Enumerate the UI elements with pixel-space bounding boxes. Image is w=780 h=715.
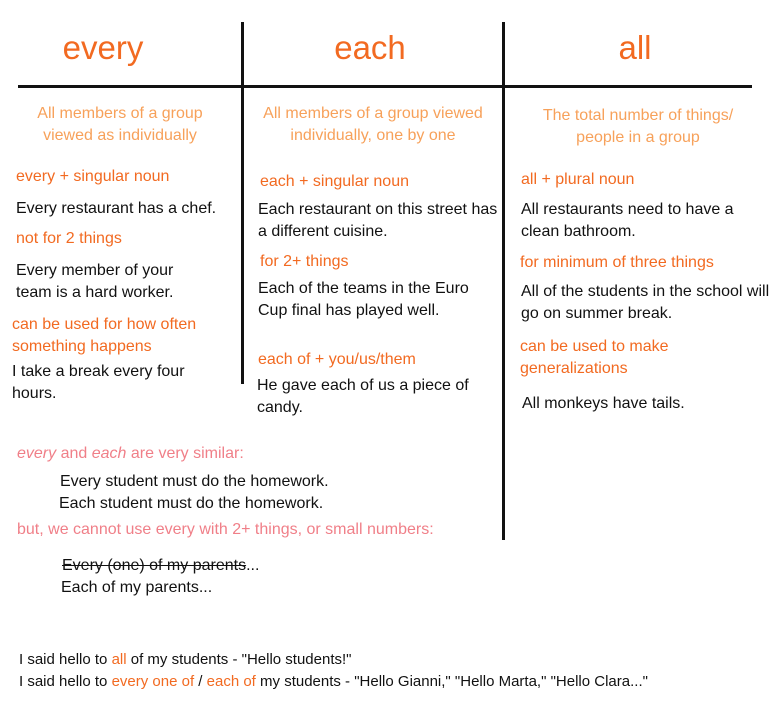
- rule-every-2: not for 2 things: [16, 230, 122, 247]
- footer-line-2: [19, 671, 779, 693]
- similar-word-every: every: [17, 445, 57, 462]
- footer-line-1-a: I said hello to: [19, 651, 112, 668]
- description-each: All members of a group viewed individually, one by one: [263, 105, 483, 144]
- column-divider-2: [502, 22, 505, 540]
- rule-each-1: each + singular noun: [260, 173, 409, 190]
- right-example: Each of my parents...: [61, 579, 213, 596]
- footer-line-1: [19, 649, 759, 671]
- wrong-example-tail: ...: [246, 557, 260, 574]
- footer-line-2-a: I said hello to: [19, 673, 112, 690]
- footer-line-1-all: all: [111, 651, 127, 668]
- rule-every-1: every + singular noun: [16, 168, 170, 185]
- description-all: The total number of things/ people in a group: [542, 107, 734, 146]
- example-every-2: Every member of your team is a hard worker.: [16, 262, 174, 301]
- rule-each-3: each of + you/us/them: [258, 351, 416, 368]
- header-every: every: [62, 29, 144, 66]
- column-divider-1: [241, 22, 244, 384]
- footer-line-2-every: every one of: [111, 673, 195, 690]
- header-all: all: [618, 29, 652, 66]
- wrong-example-struck: Every (one) of my parents: [62, 557, 247, 574]
- example-all-2: All of the students in the school will go on summer break.: [521, 283, 770, 322]
- example-each-2: Each of the teams in the Euro Cup final has played well.: [258, 280, 469, 319]
- wrong-example: [62, 555, 362, 577]
- example-all-3: All monkeys have tails.: [522, 395, 685, 412]
- example-each-3: He gave each of us a piece of candy.: [257, 377, 469, 416]
- footer-line-2-slash: /: [194, 673, 207, 690]
- rule-all-1: all + plural noun: [521, 171, 635, 188]
- similar-example-1: Every student must do the homework.: [60, 473, 329, 490]
- rule-all-2: for minimum of three things: [520, 254, 714, 271]
- example-every-1: Every restaurant has a chef.: [16, 200, 217, 217]
- similar-word-each: each: [91, 445, 127, 462]
- but-note: but, we cannot use every with 2+ things, or small numbers:: [17, 521, 434, 538]
- rule-every-3: can be used for how often something happens: [12, 316, 197, 355]
- header-each: each: [334, 29, 406, 66]
- description-every: All members of a group viewed as individually: [37, 105, 203, 144]
- example-every-3: I take a break every four hours.: [12, 363, 185, 402]
- similar-and: and: [56, 445, 92, 462]
- footer-line-2-each: each of: [206, 673, 256, 690]
- footer-line-2-b: my students - "Hello Gianni," "Hello Marta," "Hello Clara...": [255, 673, 648, 690]
- example-each-1: Each restaurant on this street has a different cuisine.: [258, 201, 498, 240]
- rule-all-3: can be used to make generalizations: [520, 338, 669, 377]
- similar-rest: are very similar:: [126, 445, 244, 462]
- similar-note: [17, 443, 497, 465]
- header-divider: [18, 85, 752, 88]
- rule-each-2: for 2+ things: [260, 253, 349, 270]
- example-all-1: All restaurants need to have a clean bathroom.: [521, 201, 734, 240]
- similar-example-2: Each student must do the homework.: [59, 495, 324, 512]
- footer-line-1-b: of my students - "Hello students!": [126, 651, 352, 668]
